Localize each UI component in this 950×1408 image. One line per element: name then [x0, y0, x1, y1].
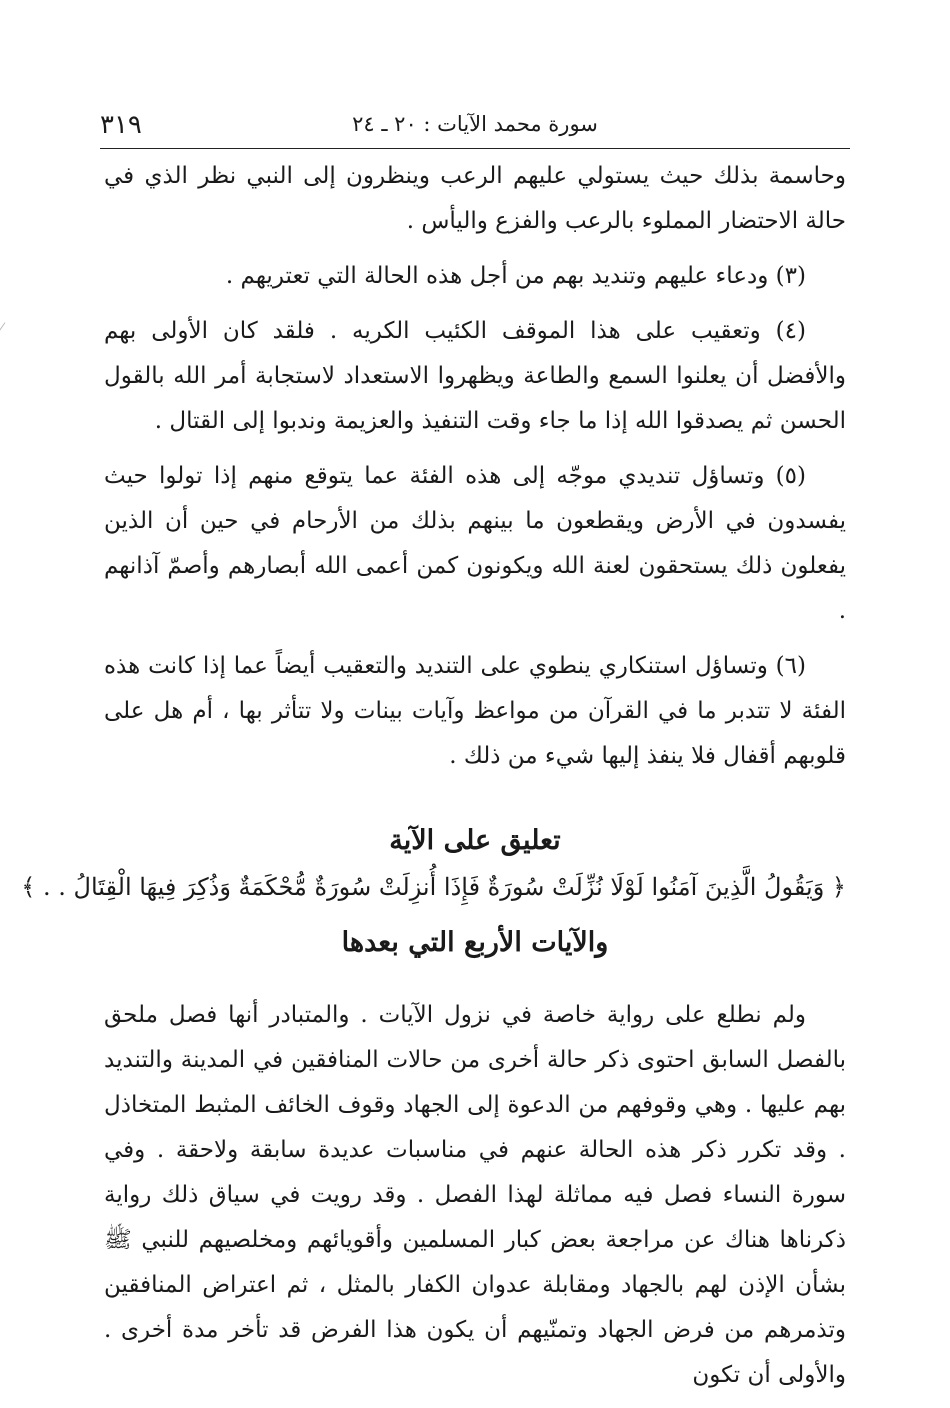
paragraph-point-6: (٦) وتساؤل استنكاري ينطوي على التنديد والتعقيب أيضاً عما إذا كانت هذه الفئة لا تتدبر ما في القرآن من مواعظ وآيات بينات ولا تتأثر بها ، أم هل على قلوبهم أقفال فلا ينفذ إليها شيء من ذلك . — [104, 653, 846, 769]
paragraph-point-4: (٤) وتعقيب على هذا الموقف الكئيب الكريه . فلقد كان الأولى بهم والأفضل أن يعلنوا السمع والطاعة ويظهروا الاستعداد لاستجابة أمر الله بالقول الحسن ثم يصدقوا الله إذا ما جاء وقت التنفيذ والعزيمة وندبوا إلى القتال . — [104, 318, 846, 434]
quran-verse: ﴿ وَيَقُولُ الَّذِينَ آمَنُوا لَوْلَا نُزِّلَتْ سُورَةٌ فَإِذَا أُنزِلَتْ سُورَةٌ مُّحْكَمَةٌ وَذُكِرَ فِيهَا الْقِتَالُ . . ﴾ — [21, 873, 846, 901]
paragraph-point-5: (٥) وتساؤل تنديدي موجّه إلى هذه الفئة عما يتوقع منهم إذا تولوا حيث يفسدون في الأرض ويقطعون ما بينهم بذلك من الأرحام في حين أن الذين يفعلون ذلك يستحقون لعنة الله ويكونون كمن أعمى الله أبصارهم وأصمّ آذانهم . — [104, 463, 846, 624]
paragraph-point-3: (٣) ودعاء عليهم وتنديد بهم من أجل هذه الحالة التي تعتريهم . — [225, 263, 806, 289]
paragraph-continuation: وحاسمة بذلك حيث يستولي عليهم الرعب وينظرون إلى النبي نظر الذي في حالة الاحتضار المملوء بالرعب والفزع واليأس . — [104, 163, 846, 234]
comment-paragraph: ولم نطلع على رواية خاصة في نزول الآيات . والمتبادر أنها فصل ملحق بالفصل السابق احتوى ذكر حالة أخرى من حالات المنافقين في المدينة والتنديد بهم عليها . وهي وقوفهم من الدعوة إلى الجهاد وقوف الخائف المثبط المتخاذل . وقد تكرر ذكر هذه الحالة عنهم في مناسبات عديدة سابقة ولاحقة . وفي سورة النساء فصل فيه مماثلة لهذا الفصل . وقد رويت في سياق ذلك رواية ذكرناها هناك عن مراجعة بعض كبار المسلمين وأقويائهم ومخلصيهم للنبي ﷺ بشأن الإذن لهم بالجهاد ومقابلة عدوان الكفار بالمثل ، ثم اعتراض المنافقين وتذمرهم من فرض الجهاد وتمنّيهم أن يكون هذا الفرض قد تأخر مدة أخرى . والأولى أن تكون — [104, 1002, 846, 1388]
comment-heading: تعليق على الآية — [389, 825, 561, 856]
section-title: سورة محمد الآيات : ٢٠ ـ ٢٤ — [352, 112, 598, 136]
body-text — [21, 154, 846, 1408]
page-number: ٣١٩ — [100, 110, 142, 140]
comment-subheading: والآيات الأربع التي بعدها — [341, 927, 609, 958]
running-head — [100, 104, 850, 149]
margin-mark — [0, 322, 15, 339]
